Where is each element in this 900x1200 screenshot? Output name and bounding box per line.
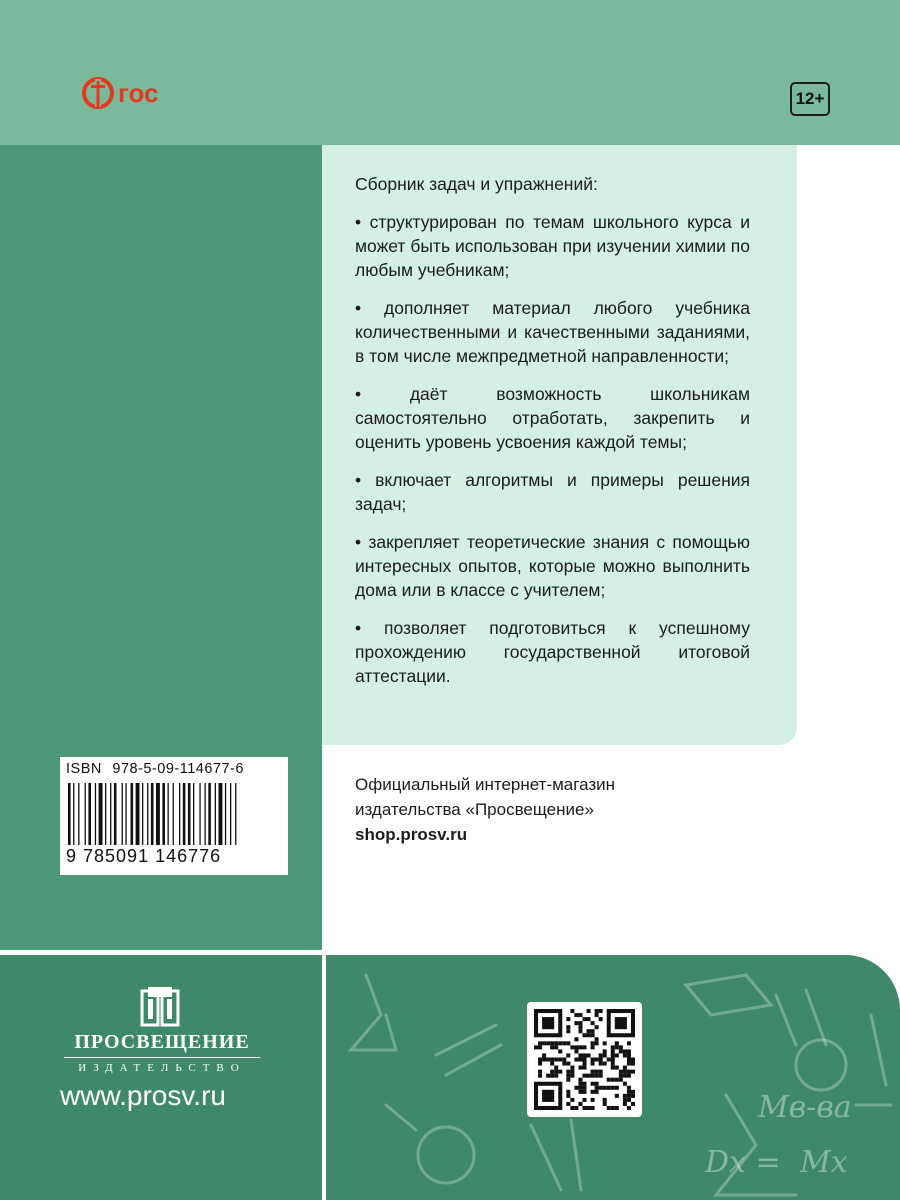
- publisher-url[interactable]: www.prosv.ru: [60, 1080, 226, 1111]
- description-bullet: • структурирован по темам школьного курса и может быть использован при изучении химии по любым учебникам;: [355, 212, 750, 280]
- barcode-digits: 9 785091 146776: [66, 846, 222, 866]
- description-bullet: • включает алгоритмы и примеры решения задач;: [355, 470, 750, 514]
- isbn-label: ISBN: [66, 761, 102, 777]
- shop-line2: издательства «Просвещение»: [355, 800, 594, 819]
- publisher-name: ПРОСВЕЩЕНИЕ: [74, 1031, 250, 1053]
- formula-left: Dx =: [705, 1145, 781, 1180]
- age-rating-badge: 12+: [790, 82, 830, 116]
- description-text: [355, 172, 750, 702]
- fgos-logo: [80, 68, 190, 118]
- fgos-logo-text: гос: [118, 77, 159, 108]
- barcode-icon: [66, 783, 280, 845]
- prosveshchenie-logo-icon: [140, 985, 180, 1027]
- publisher-divider: [64, 1057, 260, 1058]
- formula-bottom: Mx: [800, 1145, 848, 1180]
- isbn-number: 978-5-09-114677-6: [112, 761, 244, 777]
- shop-line1: Официальный интернет-магазин: [355, 775, 616, 794]
- qr-code[interactable]: [527, 1002, 642, 1117]
- shop-url[interactable]: shop.prosv.ru: [355, 825, 468, 844]
- isbn-barcode-box: [60, 757, 288, 875]
- shop-info: [355, 772, 615, 847]
- description-bullet: • закрепляет теоретические знания с помощью интересных опытов, которые можно выполнить дома или в классе с учителем;: [355, 532, 750, 600]
- publisher-subtitle: ИЗДАТЕЛЬСТВО: [78, 1062, 246, 1074]
- qr-code-icon: [534, 1009, 635, 1110]
- isbn-line: [66, 761, 282, 777]
- description-bullet: • позволяет подготовиться к успешному прохождению государственной итоговой аттестации.: [355, 618, 750, 686]
- fgos-logo-icon: [80, 75, 116, 111]
- description-intro: Сборник задач и упражнений:: [355, 174, 598, 194]
- description-bullet: • дополняет материал любого учебника количественными и качественными заданиями, в том числе межпредметной направленности;: [355, 298, 750, 366]
- formula-top: Mв-ва: [758, 1090, 852, 1125]
- description-bullet: • даёт возможность школьникам самостоятельно отработать, закрепить и оценить уровень усвоения каждой темы;: [355, 384, 750, 452]
